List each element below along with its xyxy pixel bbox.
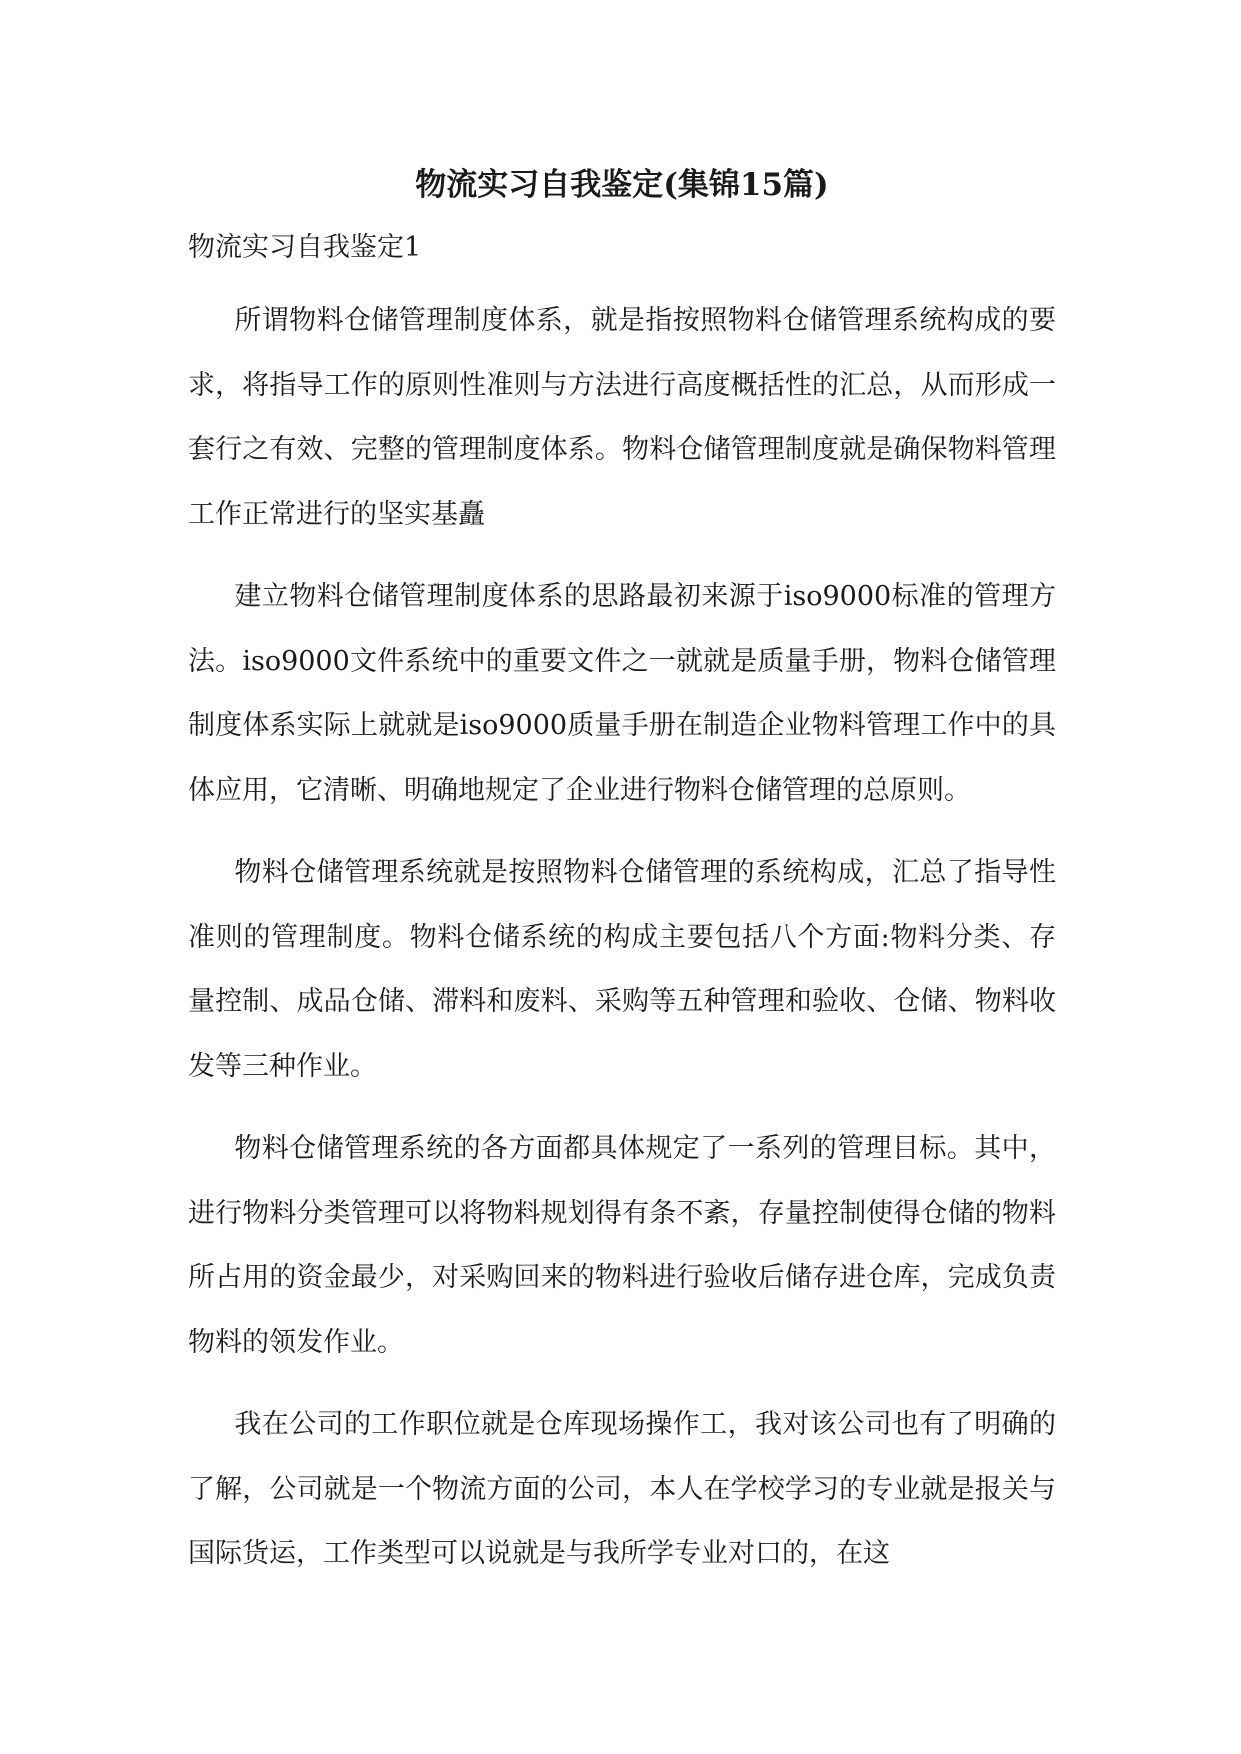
paragraph-1: 所谓物料仓储管理制度体系，就是指按照物料仓储管理系统构成的要求，将指导工作的原则性准则与方法进行高度概括性的汇总，从而形成一套行之有效、完整的管理制度体系。物料仓储管理制度就是确保物料管理工作正常进行的坚实基矗 — [188, 305, 1056, 530]
paragraph-3: 物料仓储管理系统就是按照物料仓储管理的系统构成，汇总了指导性准则的管理制度。物料仓储系统的构成主要包括八个方面:物料分类、存量控制、成品仓储、滞料和废料、采购等五种管理和验收、仓储、物料收发等三种作业。 — [188, 857, 1056, 1082]
document-title: 物流实习自我鉴定(集锦15篇) — [415, 167, 829, 203]
paragraph-5: 我在公司的工作职位就是仓库现场操作工，我对该公司也有了明确的了解，公司就是一个物流方面的公司，本人在学校学习的专业就是报关与国际货运，工作类型可以说就是与我所学专业对口的，在这 — [188, 1409, 1056, 1569]
paragraph-2: 建立物料仓储管理制度体系的思路最初来源于iso9000标准的管理方法。iso9000文件系统中的重要文件之一就就是质量手册，物料仓储管理制度体系实际上就就是iso9000质量手册在制造企业物料管理工作中的具体应用，它清晰、明确地规定了企业进行物料仓储管理的总原则。 — [188, 581, 1056, 806]
paragraph-4: 物料仓储管理系统的各方面都具体规定了一系列的管理目标。其中，进行物料分类管理可以将物料规划得有条不紊，存量控制使得仓储的物料所占用的资金最少，对采购回来的物料进行验收后储存进仓库，完成负责物料的领发作业。 — [188, 1133, 1056, 1358]
section-heading: 物流实习自我鉴定1 — [188, 232, 422, 263]
document-body — [188, 160, 1056, 1587]
